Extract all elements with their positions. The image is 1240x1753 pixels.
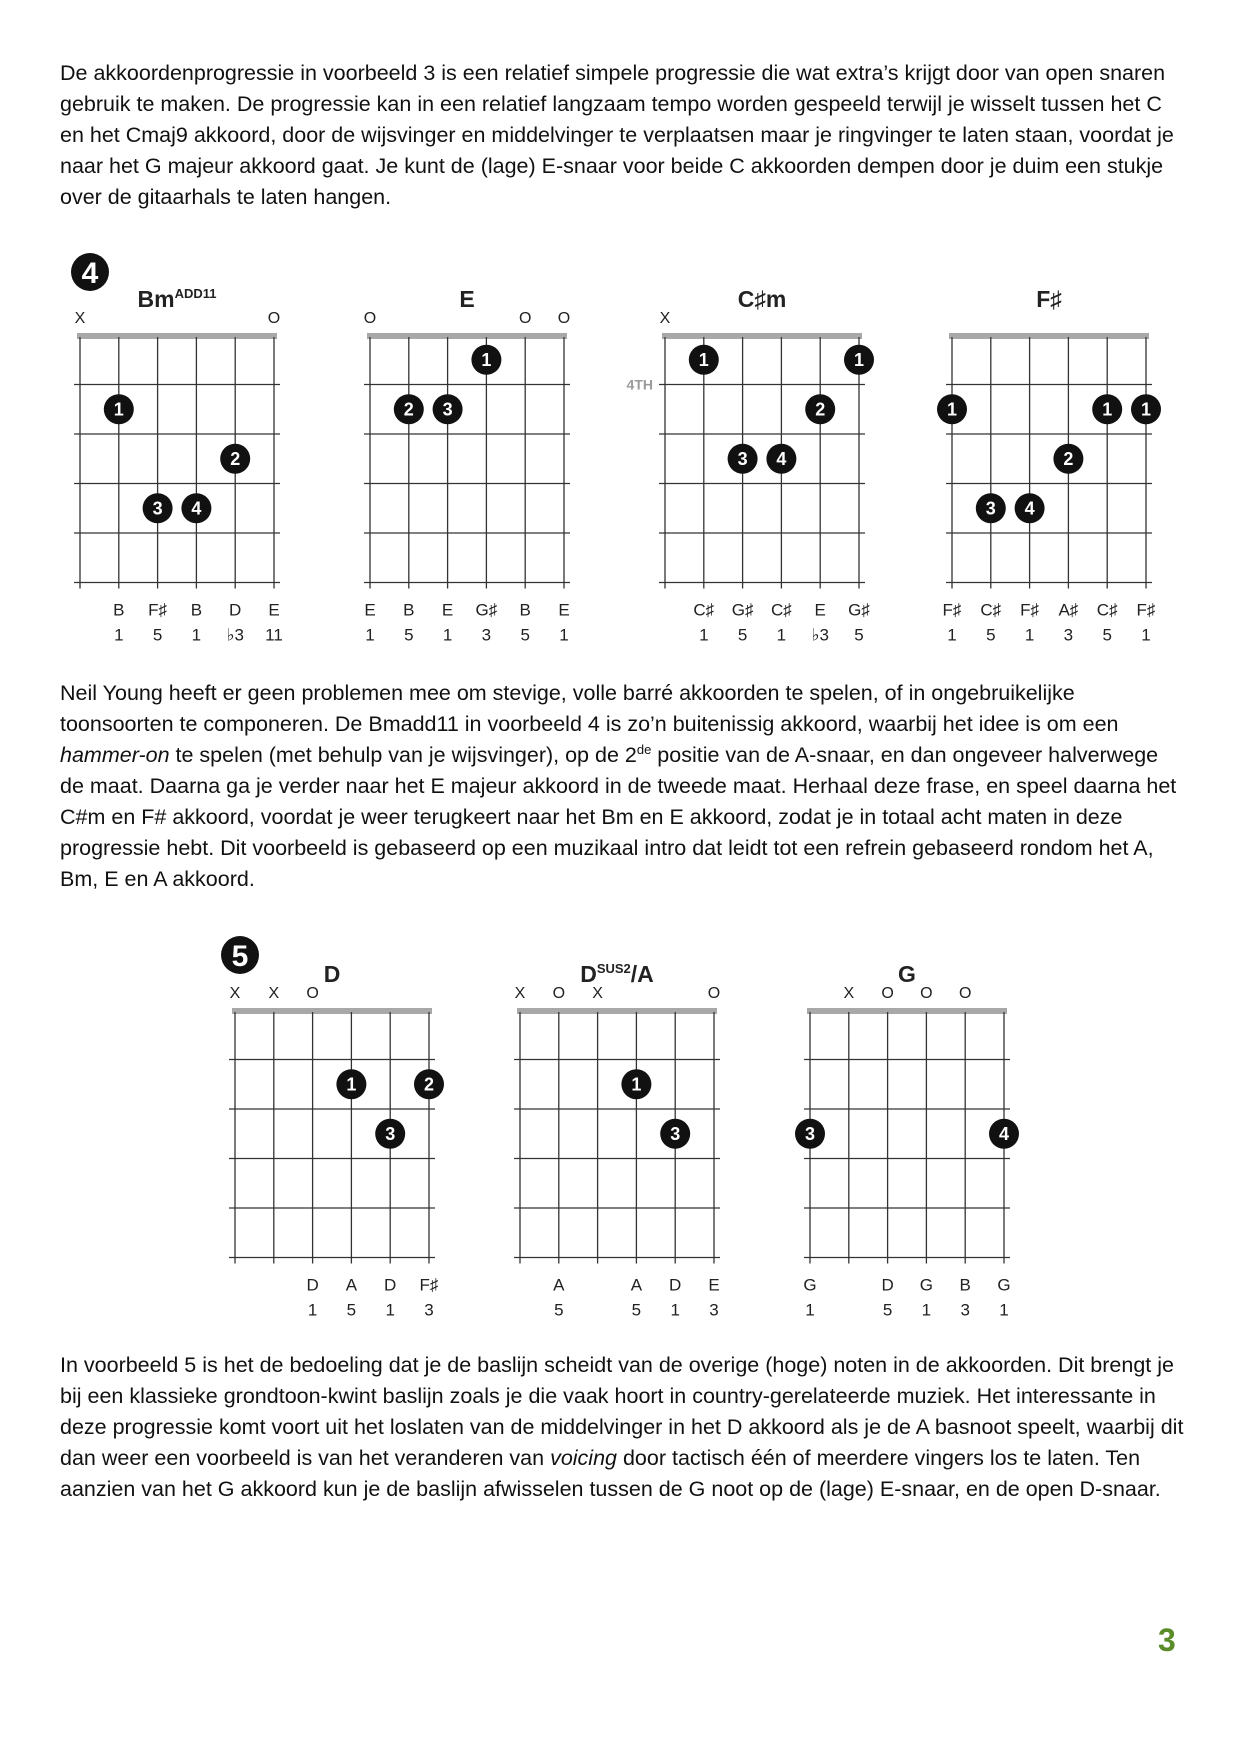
- finger-number: 1: [1102, 399, 1113, 420]
- interval-label: 5: [737, 625, 748, 645]
- muted-string-marker: X: [592, 985, 603, 1002]
- interval-label: ♭3: [226, 625, 244, 645]
- open-string-marker: O: [557, 310, 571, 327]
- note-label: E: [364, 600, 376, 620]
- interval-label: 5: [882, 1300, 893, 1320]
- interval-label: 3: [481, 625, 492, 645]
- interval-label: 1: [191, 625, 202, 645]
- interval-label: 3: [709, 1300, 719, 1320]
- chord-diagram: [74, 286, 283, 645]
- interval-label: 1: [442, 625, 453, 645]
- finger-dot: [660, 1119, 690, 1149]
- finger-dot: [976, 493, 1006, 523]
- nut: [662, 333, 862, 339]
- chord-name: [138, 286, 217, 312]
- chord-name: [898, 961, 916, 987]
- finger-dot: [728, 444, 758, 474]
- finger-number: 1: [946, 399, 958, 420]
- note-label: G♯: [475, 600, 498, 620]
- note-label: E: [268, 600, 280, 620]
- open-string-marker: O: [518, 310, 532, 327]
- nut: [367, 333, 567, 339]
- finger-dot: [1092, 394, 1122, 424]
- finger-number: 3: [670, 1123, 681, 1144]
- note-label: E: [441, 600, 454, 620]
- example-5-paragraph: [60, 1350, 1185, 1505]
- finger-number: 4: [998, 1123, 1010, 1144]
- finger-dot: [414, 1069, 444, 1099]
- muted-string-marker: X: [74, 310, 86, 327]
- note-label: B: [519, 600, 531, 620]
- note-label: A: [553, 1275, 565, 1295]
- finger-number: 2: [1063, 448, 1074, 469]
- note-label: G♯: [731, 600, 754, 620]
- chord-diagram: [514, 961, 720, 1320]
- interval-label: 5: [404, 625, 414, 645]
- example-number: 4: [81, 257, 99, 290]
- note-label: A: [345, 1275, 358, 1295]
- finger-number: 3: [737, 448, 748, 469]
- chord-root: E: [459, 286, 475, 312]
- interval-label: 1: [559, 625, 569, 645]
- open-string-marker: O: [881, 985, 894, 1002]
- chord-root: D: [580, 961, 597, 987]
- interval-label: ♭3: [811, 625, 829, 645]
- interval-label: 5: [854, 625, 864, 645]
- chord-diagram: [795, 961, 1019, 1320]
- note-label: F♯: [1136, 600, 1156, 620]
- finger-dot: [336, 1069, 366, 1099]
- nut: [517, 1008, 717, 1014]
- note-label: C♯: [693, 600, 715, 620]
- finger-number: 1: [631, 1074, 642, 1095]
- note-label: G♯: [848, 600, 870, 620]
- interval-label: 1: [307, 1300, 318, 1320]
- note-label: D: [669, 1275, 682, 1295]
- note-label: A: [630, 1275, 643, 1295]
- fret-position-label: 4TH: [626, 376, 653, 393]
- note-label: E: [814, 600, 826, 620]
- chord-diagram: [229, 961, 444, 1320]
- finger-dot: [989, 1119, 1019, 1149]
- example-number-badge: [221, 936, 259, 974]
- note-label: F♯: [148, 600, 168, 620]
- finger-number: 1: [1140, 399, 1152, 420]
- chord-diagram: [937, 286, 1161, 645]
- finger-dot: [689, 345, 719, 375]
- paragraph-emphasis: hammer-on: [60, 743, 170, 767]
- intro-paragraph: [60, 58, 1185, 213]
- finger-dot: [795, 1119, 825, 1149]
- finger-number: 3: [804, 1123, 816, 1144]
- interval-label: 1: [365, 625, 375, 645]
- note-label: E: [708, 1275, 720, 1295]
- finger-number: 4: [776, 448, 787, 469]
- chord-root: Bm: [137, 286, 175, 312]
- muted-string-marker: X: [514, 985, 526, 1002]
- note-label: C♯: [1096, 600, 1118, 620]
- finger-number: 3: [152, 498, 163, 519]
- interval-label: 5: [152, 625, 163, 645]
- finger-number: 2: [403, 399, 414, 420]
- chord-diagrams-example-5: [0, 920, 1240, 1320]
- paragraph-text-b: te spelen (met behulp van je wijsvinger), op de 2: [169, 743, 637, 767]
- note-label: B: [190, 600, 203, 620]
- interval-label: 11: [265, 625, 283, 645]
- interval-label: 1: [699, 625, 709, 645]
- finger-number: 4: [191, 498, 202, 519]
- finger-number: 2: [230, 448, 241, 469]
- muted-string-marker: X: [659, 310, 671, 327]
- finger-number: 3: [985, 498, 996, 519]
- chord-suffix: /A: [630, 961, 654, 987]
- chord-diagram: [364, 286, 570, 645]
- paragraph-emphasis: voicing: [550, 1446, 617, 1470]
- nut: [232, 1008, 432, 1014]
- interval-label: 1: [776, 625, 787, 645]
- interval-label: 1: [1024, 625, 1035, 645]
- interval-label: 1: [1141, 625, 1151, 645]
- finger-dot: [937, 394, 967, 424]
- finger-number: 1: [113, 399, 124, 420]
- paragraph-superscript: de: [636, 742, 652, 757]
- chord-superscript: SUS2: [596, 961, 631, 976]
- finger-number: 3: [385, 1123, 396, 1144]
- nut: [807, 1008, 1007, 1014]
- note-label: C♯: [980, 600, 1002, 620]
- chord-name: [580, 961, 654, 987]
- note-label: D: [306, 1275, 319, 1295]
- open-string-marker: O: [920, 985, 933, 1002]
- open-string-marker: O: [552, 985, 566, 1002]
- finger-dot: [181, 493, 211, 523]
- muted-string-marker: X: [843, 985, 855, 1002]
- paragraph-text-b: door tactisch één of meerdere vingers los te laten. Ten aanzien van het G akkoord kun je de baslijn afwisselen tussen de G noot op de (lage) E-snaar, en de open D-snaar.: [60, 1446, 1161, 1501]
- interval-label: 1: [947, 625, 957, 645]
- note-label: A♯: [1058, 600, 1079, 620]
- chord-diagrams-example-4: [0, 240, 1240, 660]
- note-label: E: [558, 600, 570, 620]
- interval-label: 5: [631, 1300, 642, 1320]
- interval-label: 3: [424, 1300, 434, 1320]
- interval-label: 1: [670, 1300, 680, 1320]
- finger-dot: [1015, 493, 1045, 523]
- open-string-marker: O: [707, 985, 721, 1002]
- finger-number: 2: [423, 1074, 435, 1095]
- finger-number: 1: [853, 349, 865, 370]
- finger-dot: [394, 394, 424, 424]
- finger-number: 1: [481, 349, 492, 370]
- finger-dot: [766, 444, 796, 474]
- interval-label: 5: [520, 625, 530, 645]
- finger-dot: [433, 394, 463, 424]
- nut: [77, 333, 277, 339]
- finger-dot: [805, 394, 835, 424]
- note-label: D: [229, 600, 242, 620]
- interval-label: 3: [960, 1300, 970, 1320]
- chord-root: C♯m: [737, 286, 787, 312]
- note-label: B: [113, 600, 125, 620]
- open-string-marker: O: [363, 310, 377, 327]
- interval-label: 1: [114, 625, 124, 645]
- chord-root: F♯: [1036, 286, 1062, 312]
- page-number: 3: [1158, 1622, 1176, 1658]
- paragraph-text-c: positie van de A-snaar, en dan ongeveer halverwege de maat. Daarna ga je verder naar het E majeur akkoord in de tweede maat. Herhaal deze frase, en speel daarna het C#m en F# akkoord, voordat je weer terugkeert naar het Bm en E akkoord, zodat je in totaal acht maten in deze progressie hebt. Dit voorbeeld is gebaseerd op een muzikaal intro dat leidt tot een refrein gebaseerd rondom het A, Bm, E en A akkoord.: [60, 743, 1177, 891]
- note-label: D: [384, 1275, 397, 1295]
- note-label: F♯: [419, 1275, 439, 1295]
- finger-dot: [1131, 394, 1161, 424]
- finger-dot: [375, 1119, 405, 1149]
- open-string-marker: O: [306, 985, 319, 1002]
- finger-dot: [143, 493, 173, 523]
- note-label: D: [881, 1275, 894, 1295]
- nut: [949, 333, 1149, 339]
- interval-label: 5: [554, 1300, 564, 1320]
- paragraph-text: De akkoordenprogressie in voorbeeld 3 is een relatief simpele progressie die wat extra’s krijgt door van open snaren gebruik te maken. De progressie kan in een relatief langzaam tempo worden gespeeld terwijl je wisselt tussen het C en het Cmaj9 akkoord, door de wijsvinger en middelvinger te verplaatsen maar je ringvinger te laten staan, voordat je naar het G majeur akkoord gaat. Je kunt de (lage) E-snaar voor beide C akkoorden dempen door je duim een stukje over de gitaarhals te laten hangen.: [60, 61, 1174, 209]
- finger-number: 2: [815, 399, 826, 420]
- chord-name: [738, 286, 787, 312]
- finger-number: 1: [698, 349, 709, 370]
- example-number-badge: [71, 253, 109, 291]
- example-number: 5: [231, 940, 249, 973]
- interval-label: 1: [921, 1300, 932, 1320]
- note-label: B: [959, 1275, 971, 1295]
- interval-label: 3: [1063, 625, 1074, 645]
- chord-name: [324, 961, 341, 987]
- finger-number: 4: [1024, 498, 1035, 519]
- note-label: G: [803, 1275, 817, 1295]
- chord-name: [1036, 286, 1062, 312]
- note-label: G: [997, 1275, 1011, 1295]
- paragraph-text-a: Neil Young heeft er geen problemen mee om stevige, volle barré akkoorden te spelen, of in ongebruikelijke toonsoorten te componeren. De Bmadd11 in voorbeeld 4 is zo’n buitenissig akkoord, waarbij het idee is om een: [60, 681, 1119, 736]
- example-4-paragraph: [60, 678, 1185, 895]
- muted-string-marker: X: [229, 985, 241, 1002]
- chord-superscript: ADD11: [174, 286, 217, 301]
- interval-label: 5: [346, 1300, 357, 1320]
- note-label: B: [403, 600, 415, 620]
- chord-root: D: [323, 961, 341, 987]
- finger-dot: [104, 394, 134, 424]
- interval-label: 1: [805, 1300, 815, 1320]
- finger-number: 3: [442, 399, 453, 420]
- chord-name: [459, 286, 474, 312]
- finger-dot: [621, 1069, 651, 1099]
- finger-dot: [844, 345, 874, 375]
- interval-label: 5: [1102, 625, 1112, 645]
- open-string-marker: O: [267, 310, 281, 327]
- chord-diagram: [627, 286, 874, 645]
- open-string-marker: O: [958, 985, 972, 1002]
- note-label: F♯: [1020, 600, 1040, 620]
- finger-dot: [471, 345, 501, 375]
- paragraph-text-a: In voorbeeld 5 is het de bedoeling dat je de baslijn scheidt van de overige (hoge) noten in de akkoorden. Dit brengt je bij een klassieke grondtoon-kwint baslijn zoals je die vaak hoort in country-gerelateerde muziek. Het interessante in deze progressie komt voort uit het loslaten van de middelvinger in het D akkoord als je de A basnoot speelt, waarbij dit dan weer een voorbeeld is van het veranderen van: [60, 1353, 1184, 1470]
- note-label: C♯: [771, 600, 792, 620]
- chord-root: G: [898, 961, 916, 987]
- interval-label: 1: [385, 1300, 395, 1320]
- interval-label: 1: [999, 1300, 1009, 1320]
- note-label: G: [919, 1275, 934, 1295]
- note-label: F♯: [942, 600, 962, 620]
- interval-label: 5: [986, 625, 996, 645]
- finger-dot: [220, 444, 250, 474]
- muted-string-marker: X: [268, 985, 280, 1002]
- finger-number: 1: [346, 1074, 357, 1095]
- finger-dot: [1053, 444, 1083, 474]
